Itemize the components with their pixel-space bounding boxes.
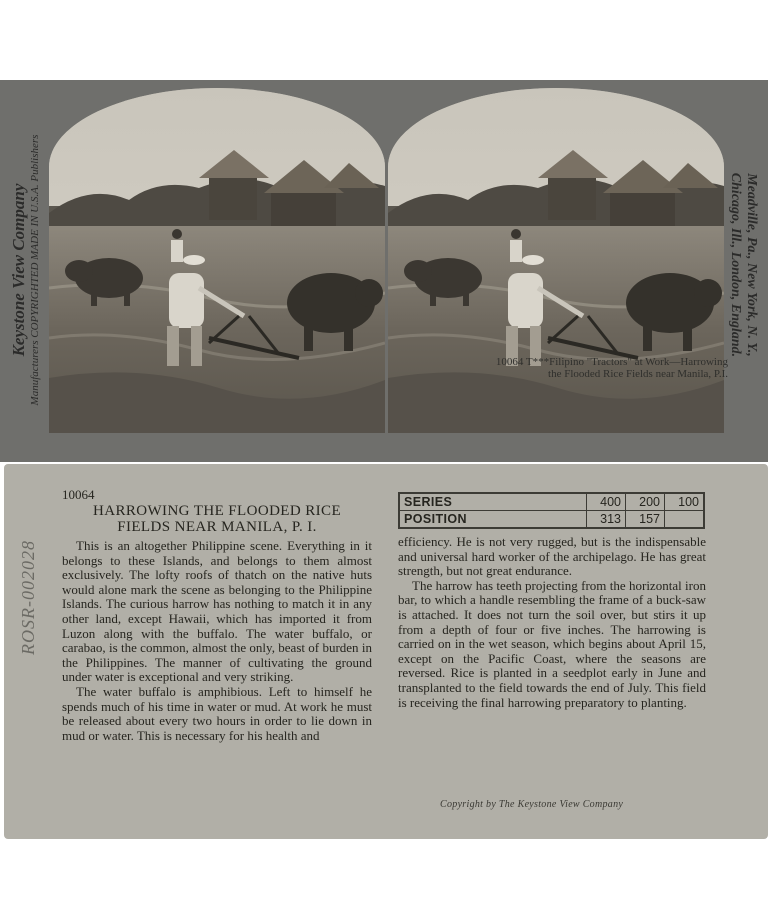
back-left-column xyxy=(62,488,372,743)
publisher-subline: Manufacturers COPYRIGHTED MADE IN U.S.A. Publishers xyxy=(29,134,41,406)
front-caption-line1: 10064 T***Filipino "Tractors" at Work—Harrowing xyxy=(495,356,728,368)
series-position-table xyxy=(398,492,705,529)
stereo-photo-right xyxy=(388,88,724,433)
paragraph: The harrow has teeth projecting from the horizontal iron bar, to which a handle resembling the frame of a buck-saw is attached. It does not turn the soil over, but stirs it up from a depth of four or five inches. The harrowing is carried on in the wet season, which begins about April 15, except on the Pacific Coast, where the seasons are reversed. Rice is planted in a seedplot early in June and transplanted to the field towards the end of July. This field is receiving the final harrowing preparatory to planting. xyxy=(398,577,706,710)
publisher-imprint-left xyxy=(0,80,50,462)
back-right-column xyxy=(398,535,706,710)
card-title-line2: FIELDS NEAR MANILA, P. I. xyxy=(117,519,317,535)
publisher-name: Keystone View Company xyxy=(9,183,28,357)
series-cell: 400 xyxy=(587,493,626,511)
stereoview-front xyxy=(0,80,768,462)
position-cell: 313 xyxy=(587,511,626,529)
card-number: 10064 xyxy=(62,487,95,502)
series-label: SERIES xyxy=(399,493,587,511)
publisher-cities-line1: Meadville, Pa., New York, N. Y., xyxy=(744,173,759,357)
paragraph: efficiency. He is not very rugged, but is the indispensable and universal hard worker of the archipelago. He has great strength, but not great endurance. xyxy=(398,534,706,579)
position-cell: 157 xyxy=(626,511,665,529)
front-caption-line2: the Flooded Rice Fields near Manila, P.I. xyxy=(548,368,728,380)
stereo-photo-left xyxy=(49,88,385,433)
position-cell xyxy=(665,511,705,529)
archive-stamp: ROSR-002028 xyxy=(18,540,38,655)
series-cell: 100 xyxy=(665,493,705,511)
front-caption xyxy=(388,356,728,380)
card-title-line1: HARROWING THE FLOODED RICE xyxy=(92,503,342,519)
copyright-notice: Copyright by The Keystone View Company xyxy=(440,799,624,810)
card-title xyxy=(62,503,372,535)
paragraph: The water buffalo is amphibious. Left to himself he spends much of his time in water or mud. At work he must be released about every two hours in order to lie down in mud or water. This is necessary for his health and xyxy=(62,683,372,743)
publisher-cities-line2: Chicago, Ill., London, England. xyxy=(728,172,743,358)
series-cell: 200 xyxy=(626,493,665,511)
position-label: POSITION xyxy=(399,511,587,529)
series-row xyxy=(399,493,704,511)
paragraph: This is an altogether Philippine scene. Everything in it belongs to these Islands, and belongs to them almost exclusively. The lofty roofs of thatch on the native huts would alone mark the scene as belonging to the Philippine Islands. The curious harrow has nothing to match it in any other land, except Hawaii, which has imported it from Luzon along with the buffalo. The water buffalo, or carabao, is the common, almost the only, beast of burden in the Philippines. The manner of cultivating the ground under water is exceptional and very striking. xyxy=(62,538,372,685)
position-row xyxy=(399,511,704,529)
publisher-imprint-right xyxy=(718,80,768,462)
